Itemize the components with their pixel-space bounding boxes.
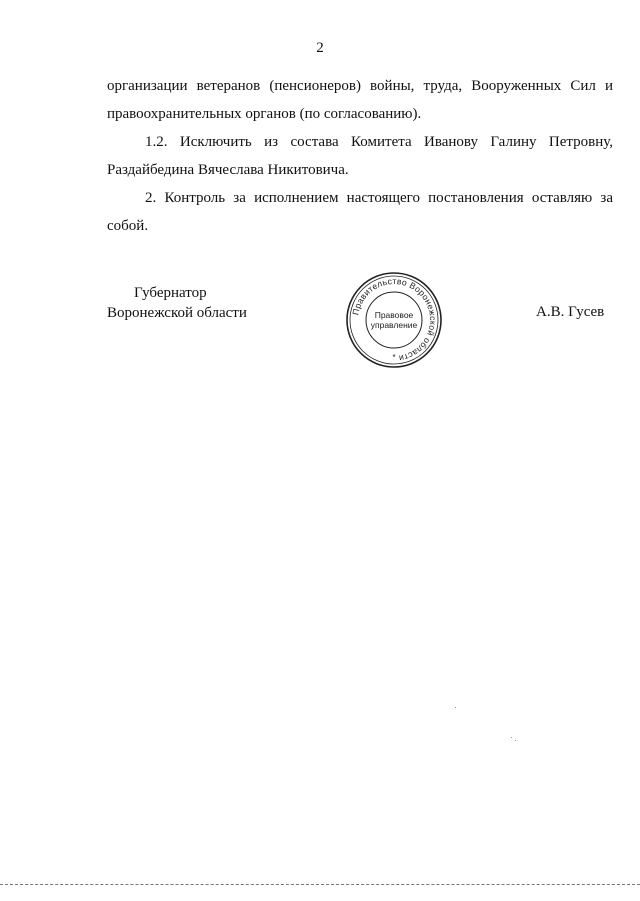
signatory-position: [107, 283, 247, 323]
signatory-title: Губернатор: [134, 285, 207, 301]
scan-edge-line: [0, 884, 640, 885]
stamp-center-line1: Правовое: [374, 310, 414, 320]
document-body: [107, 72, 613, 240]
paragraph-continuation: организации ветеранов (пенсионеров) войны, труда, Вооруженных Сил и правоохранительных органов (по согласованию).: [107, 78, 613, 122]
stamp-center-line2: управление: [370, 320, 418, 330]
scan-speck: [511, 737, 512, 738]
stamp-ring-text: Правительство Воронежской области: [350, 275, 439, 364]
official-stamp: [344, 270, 444, 370]
page-number: 2: [316, 40, 324, 56]
paragraph-exclusion: 1.2. Исключить из состава Комитета Иванову Галину Петровну, Раздайбедина Вячеслава Никитовича.: [107, 134, 613, 178]
stamp-star: *: [392, 353, 396, 362]
paragraph-control: 2. Контроль за исполнением настоящего постановления оставляю за собой.: [107, 190, 613, 234]
signatory-region: Воронежской области: [107, 305, 247, 321]
scan-speck: [515, 740, 516, 741]
scan-speck: [455, 707, 456, 708]
signatory-name: А.В. Гусев: [536, 304, 605, 320]
